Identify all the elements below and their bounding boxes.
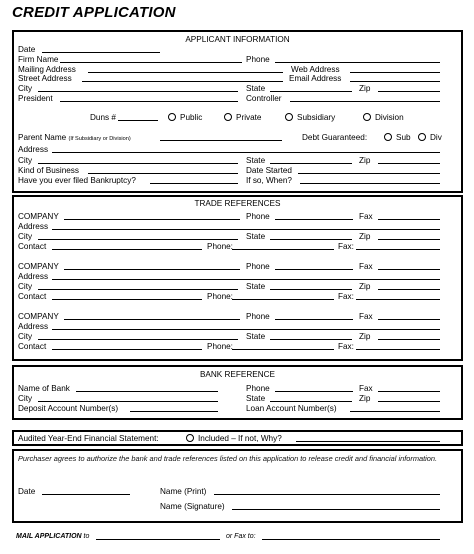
duns-label: Duns # [90,113,116,122]
trade-city-field[interactable] [38,339,238,340]
private-option[interactable] [224,113,261,122]
applicant-section-heading: APPLICANT INFORMATION [185,35,290,44]
agreement-date-field[interactable] [42,494,130,495]
trade-phone-field[interactable] [275,219,353,220]
bank-zip-field[interactable] [378,401,440,402]
firm-name-label: Firm Name [18,55,59,64]
state-label: State [246,84,266,93]
trade-contact-fax-label: Fax: [338,242,354,251]
bank-state-label: State [246,394,266,403]
parent-name-note: (If Subsidiary or Division) [68,136,131,142]
trade-company-field[interactable] [64,269,240,270]
name-print-label: Name (Print) [160,487,207,496]
trade-phone-label: Phone [246,312,270,321]
trade-zip-label: Zip [359,232,371,241]
trade-company-label: COMPANY [18,312,59,321]
parent-name-field[interactable] [160,140,282,141]
controller-field[interactable] [290,101,440,102]
sub-radio[interactable] [384,133,392,141]
bank-section-heading: BANK REFERENCE [199,370,276,379]
bank-city-label: City [18,394,33,403]
state-field[interactable] [270,91,352,92]
duns-field[interactable] [118,120,158,121]
mailing-address-field[interactable] [88,72,283,73]
mailing-address-label: Mailing Address [18,65,76,74]
audited-included-label: Included – If not, Why? [198,434,282,443]
or-fax-to-label: or Fax to: [226,533,256,540]
parent-city-field[interactable] [38,163,238,164]
trade-phone-field[interactable] [275,319,353,320]
public-radio[interactable] [168,113,176,121]
email-address-field[interactable] [350,81,440,82]
div-radio[interactable] [418,133,426,141]
trade-state-label: State [246,332,266,341]
trade-state-field[interactable] [270,239,352,240]
trade-state-field[interactable] [270,339,352,340]
phone-field[interactable] [275,62,440,63]
loan-account-label: Loan Account Number(s) [246,404,337,413]
trade-address-label: Address [18,272,49,281]
date-started-field[interactable] [298,173,440,174]
subsidiary-radio[interactable] [285,113,293,121]
parent-zip-field[interactable] [378,163,440,164]
trade-phone-field[interactable] [275,269,353,270]
trade-address-field[interactable] [52,229,440,230]
trade-city-label: City [18,232,33,241]
trade-company-label: COMPANY [18,212,59,221]
trade-fax-label: Fax [359,262,373,271]
trade-contact-phone-field[interactable] [232,349,334,350]
mail-application-label [16,532,89,541]
bankruptcy-label: Have you ever filed Bankruptcy? [18,176,136,185]
trade-address-field[interactable] [52,329,440,330]
trade-state-label: State [246,232,266,241]
private-label: Private [236,113,262,122]
bank-state-field[interactable] [270,401,352,402]
bank-fax-label: Fax [359,384,373,393]
div-label: Div [430,133,442,142]
division-label: Division [375,113,404,122]
president-label: President [18,94,53,103]
trade-fax-field[interactable] [378,219,440,220]
div-option[interactable] [418,133,442,142]
trade-contact-field[interactable] [52,249,202,250]
date-field[interactable] [42,52,160,53]
trade-contact-fax-field[interactable] [356,349,440,350]
trade-state-label: State [246,282,266,291]
zip-field[interactable] [378,91,440,92]
trade-city-label: City [18,332,33,341]
city-field[interactable] [38,91,238,92]
bank-name-field[interactable] [76,391,218,392]
trade-zip-field[interactable] [378,289,440,290]
private-radio[interactable] [224,113,232,121]
audited-included-option[interactable] [186,434,282,443]
bank-name-label: Name of Bank [18,384,70,393]
bank-zip-label: Zip [359,394,371,403]
trade-company-label: COMPANY [18,262,59,271]
trade-address-label: Address [18,322,49,331]
trade-contact-field[interactable] [52,299,202,300]
trade-fax-field[interactable] [378,319,440,320]
trade-address-field[interactable] [52,279,440,280]
sub-option[interactable] [384,133,411,142]
page-title: CREDIT APPLICATION [12,4,176,21]
trade-contact-field[interactable] [52,349,202,350]
parent-address-field[interactable] [52,152,440,153]
trade-zip-field[interactable] [378,239,440,240]
bank-city-field[interactable] [38,401,218,402]
bankruptcy-field[interactable] [150,183,238,184]
agreement-date-label: Date [18,487,36,496]
mail-to-field[interactable] [96,539,220,540]
loan-account-field[interactable] [350,411,440,412]
trade-zip-label: Zip [359,282,371,291]
if-so-field[interactable] [300,183,440,184]
date-label: Date [18,45,36,54]
trade-company-field[interactable] [64,219,240,220]
parent-zip-label: Zip [359,156,371,165]
trade-phone-label: Phone [246,262,270,271]
web-address-label: Web Address [291,65,340,74]
trade-contact-phone-label: Phone: [207,342,233,351]
name-print-field[interactable] [214,494,440,495]
firm-name-field[interactable] [60,62,242,63]
trade-contact-phone-label: Phone: [207,242,233,251]
if-so-label: If so, When? [246,176,292,185]
kind-of-business-field[interactable] [88,173,238,174]
public-label: Public [180,113,203,122]
deposit-account-label: Deposit Account Number(s) [18,404,119,413]
audited-label: Audited Year-End Financial Statement: [18,434,159,443]
deposit-account-field[interactable] [130,411,218,412]
trade-contact-label: Contact [18,342,47,351]
trade-company-field[interactable] [64,319,240,320]
trade-contact-fax-field[interactable] [356,249,440,250]
mail-application-text: MAIL APPLICATION [16,533,82,540]
trade-phone-label: Phone [246,212,270,221]
trade-fax-label: Fax [359,312,373,321]
trade-city-label: City [18,282,33,291]
trade-fax-label: Fax [359,212,373,221]
trade-contact-label: Contact [18,292,47,301]
applicant-information-section [12,30,463,193]
sub-label: Sub [396,133,411,142]
parent-name-text: Parent Name [18,133,67,142]
street-address-field[interactable] [82,81,283,82]
parent-address-label: Address [18,145,49,154]
trade-section-heading: TRADE REFERENCES [194,199,281,208]
trade-zip-label: Zip [359,332,371,341]
included-radio[interactable] [186,434,194,442]
trade-contact-phone-label: Phone: [207,292,233,301]
trade-address-label: Address [18,222,49,231]
debt-guaranteed-label: Debt Guaranteed: [302,133,368,142]
controller-label: Controller [246,94,282,103]
trade-fax-field[interactable] [378,269,440,270]
trade-contact-label: Contact [18,242,47,251]
agreement-text: Purchaser agrees to authorize the bank and trade references listed on this application to release credit and financial information. [18,454,438,463]
zip-label: Zip [359,84,371,93]
trade-zip-field[interactable] [378,339,440,340]
trade-state-field[interactable] [270,289,352,290]
trade-city-field[interactable] [38,239,238,240]
fax-to-field[interactable] [262,539,440,540]
trade-contact-fax-field[interactable] [356,299,440,300]
bank-fax-field[interactable] [378,391,440,392]
trade-contact-phone-field[interactable] [232,249,334,250]
trade-city-field[interactable] [38,289,238,290]
division-radio[interactable] [363,113,371,121]
public-option[interactable] [168,113,202,122]
audited-reason-field[interactable] [296,441,440,442]
parent-state-field[interactable] [270,163,352,164]
kind-of-business-label: Kind of Business [18,166,79,175]
phone-label: Phone [246,55,270,64]
subsidiary-label: Subsidiary [297,113,336,122]
name-signature-label: Name (Signature) [160,502,225,511]
trade-contact-phone-field[interactable] [232,299,334,300]
date-started-label: Date Started [246,166,292,175]
bank-phone-label: Phone [246,384,270,393]
parent-name-label [18,133,131,144]
name-signature-field[interactable] [232,509,440,510]
web-address-field[interactable] [350,72,440,73]
president-field[interactable] [60,101,238,102]
subsidiary-option[interactable] [285,113,335,122]
parent-state-label: State [246,156,266,165]
bank-phone-field[interactable] [275,391,353,392]
street-address-label: Street Address [18,74,72,83]
division-option[interactable] [363,113,404,122]
parent-city-label: City [18,156,33,165]
trade-contact-fax-label: Fax: [338,342,354,351]
city-label: City [18,84,33,93]
trade-contact-fax-label: Fax: [338,292,354,301]
email-address-label: Email Address [289,74,342,83]
to-text: to [83,533,90,540]
